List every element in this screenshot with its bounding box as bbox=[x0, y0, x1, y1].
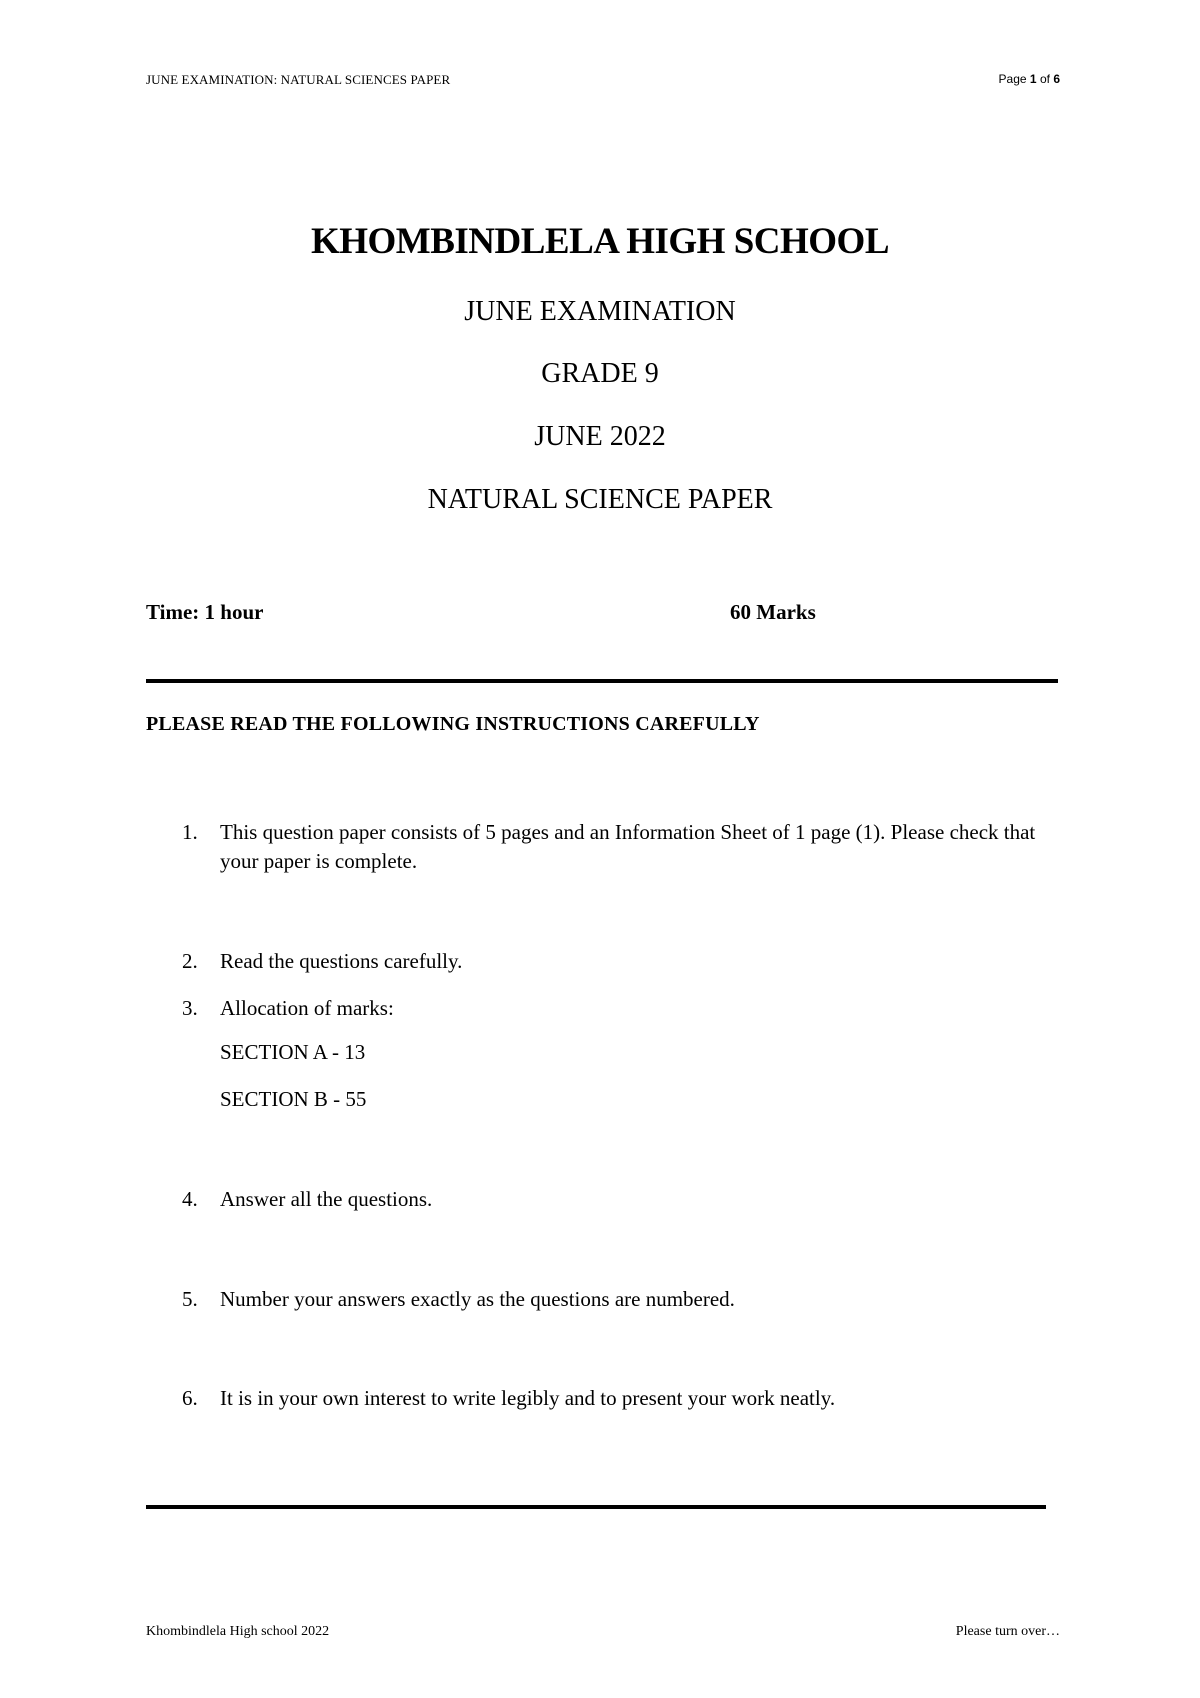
instruction-text: It is in your own interest to write legibly and to present your work neatly. bbox=[220, 1386, 836, 1410]
instruction-number: 6. bbox=[182, 1386, 198, 1410]
instruction-number: 5. bbox=[182, 1287, 198, 1311]
instruction-item bbox=[146, 1285, 1066, 1314]
divider-top bbox=[146, 679, 1058, 683]
instruction-text: Answer all the questions. bbox=[220, 1187, 433, 1211]
instruction-text: Allocation of marks: bbox=[220, 996, 394, 1020]
instruction-number: 4. bbox=[182, 1187, 198, 1211]
instruction-number: 2. bbox=[182, 949, 198, 973]
total-marks: 60 Marks bbox=[730, 600, 816, 624]
page-of: of bbox=[1039, 72, 1050, 86]
exam-date: JUNE 2022 bbox=[534, 421, 666, 452]
page-current: 1 bbox=[1029, 72, 1037, 86]
section-a-marks: SECTION A - 13 bbox=[220, 1040, 366, 1064]
instruction-number: 3. bbox=[182, 996, 198, 1020]
instruction-text: This question paper consists of 5 pages and an Information Sheet of 1 page (1). Please check that your paper is complete. bbox=[220, 820, 1036, 873]
page-number bbox=[960, 72, 1060, 86]
grade: GRADE 9 bbox=[541, 358, 659, 389]
section-b-marks: SECTION B - 55 bbox=[220, 1087, 367, 1111]
divider-bottom bbox=[146, 1505, 1046, 1509]
school-name: KHOMBINDLELA HIGH SCHOOL bbox=[310, 221, 890, 262]
instruction-item bbox=[146, 1384, 1066, 1413]
paper-name: NATURAL SCIENCE PAPER bbox=[427, 484, 773, 515]
page-total: 6 bbox=[1053, 72, 1060, 86]
header-title: JUNE EXAMINATION: NATURAL SCIENCES PAPER bbox=[146, 72, 451, 87]
time-allowed: Time: 1 hour bbox=[146, 600, 264, 624]
footer-turn-over: Please turn over… bbox=[955, 1624, 1060, 1639]
instruction-number: 1. bbox=[182, 820, 198, 844]
footer-school: Khombindlela High school 2022 bbox=[146, 1624, 330, 1639]
instruction-item bbox=[146, 994, 1066, 1023]
instruction-text: Number your answers exactly as the questions are numbered. bbox=[220, 1287, 735, 1311]
exam-name: JUNE EXAMINATION bbox=[464, 296, 736, 327]
instruction-item bbox=[146, 818, 1066, 876]
instruction-text: Read the questions carefully. bbox=[220, 949, 463, 973]
instruction-item bbox=[146, 1185, 1066, 1214]
instruction-item bbox=[146, 947, 1066, 976]
page-label: Page bbox=[998, 72, 1027, 86]
instructions-heading: PLEASE READ THE FOLLOWING INSTRUCTIONS CAREFULLY bbox=[146, 713, 760, 735]
